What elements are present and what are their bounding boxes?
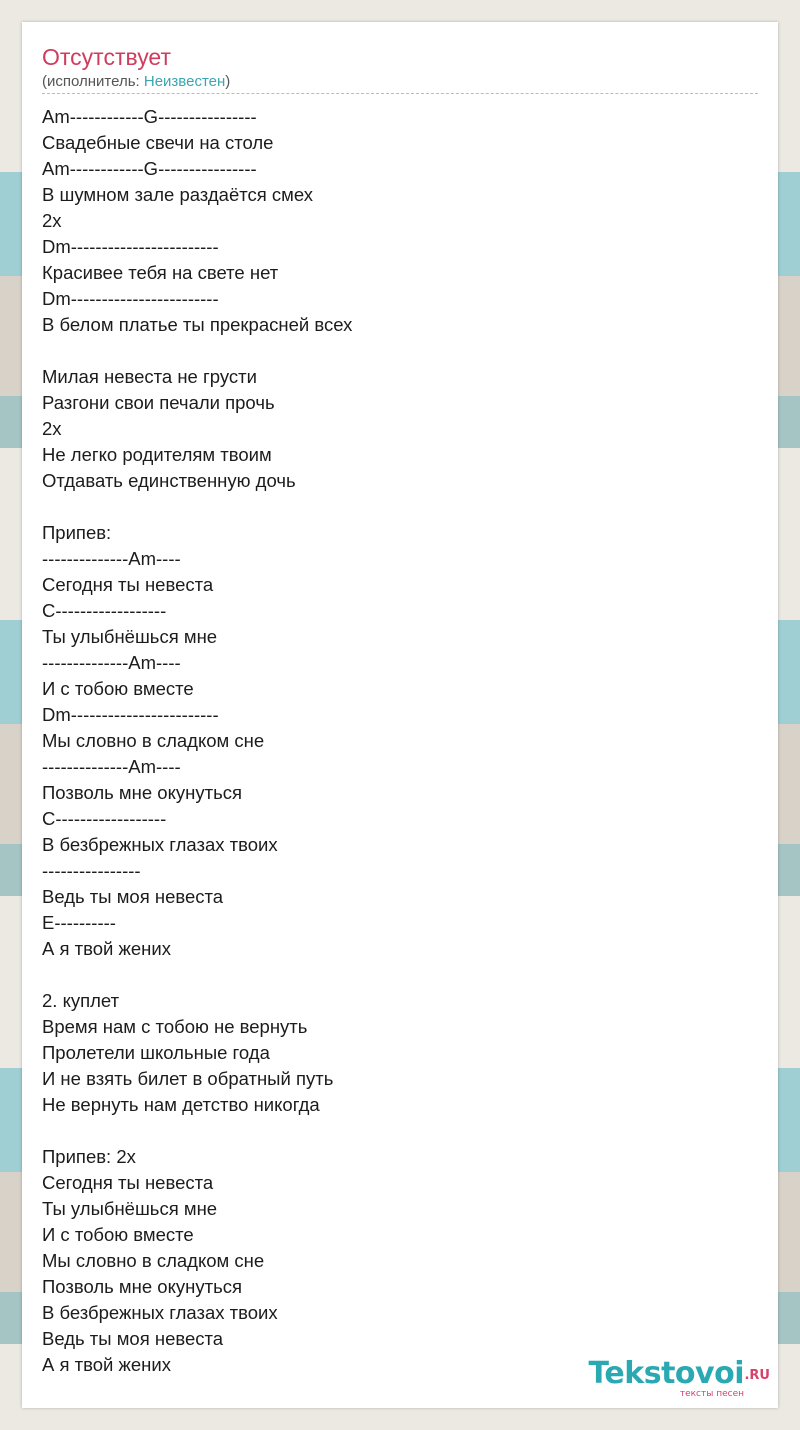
- logo-name: Tekstovoi: [588, 1356, 744, 1391]
- site-logo[interactable]: [550, 1358, 770, 1402]
- logo-tld: .RU: [744, 1368, 770, 1383]
- artist-prefix: (исполнитель:: [42, 73, 144, 90]
- artist-suffix: ): [225, 73, 231, 90]
- lyrics-text: Am------------G---------------- Свадебные свечи на столе Am------------G---------------- В шумном зале раздаётся смех 2x Dm------------------------ Красивее тебя на свете нет Dm------------------------ В белом платье ты прекрасней всех Милая невеста не грусти Разгони свои печали прочь 2x Не легко родителям твоим Отдавать единственную дочь Припев: --------------Am---- Сегодня ты невеста C------------------ Ты улыбнёшься мне --------------Am---- И с тобою вместе Dm------------------------ Мы словно в сладком сне --------------Am---- Позволь мне окунуться C------------------ В безбрежных глазах твоих ---------------- Ведь ты моя невеста E---------- А я твой жених 2. куплет Время нам с тобою не вернуть Пролетели школьные года И не взять билет в обратный путь Не вернуть нам детство никогда Припев: 2x Сегодня ты невеста Ты улыбнёшься мне И с тобою вместе Мы словно в сладком сне Позволь мне окунуться В безбрежных глазах твоих Ведь ты моя невеста А я твой жених: [42, 106, 353, 1375]
- header-divider: [42, 93, 758, 94]
- logo-tagline: тексты песен: [679, 1389, 744, 1399]
- artist-line: [42, 73, 230, 91]
- lyrics-card: [22, 22, 778, 1408]
- song-title: Отсутствует: [42, 44, 171, 70]
- artist-link[interactable]: Неизвестен: [143, 73, 226, 90]
